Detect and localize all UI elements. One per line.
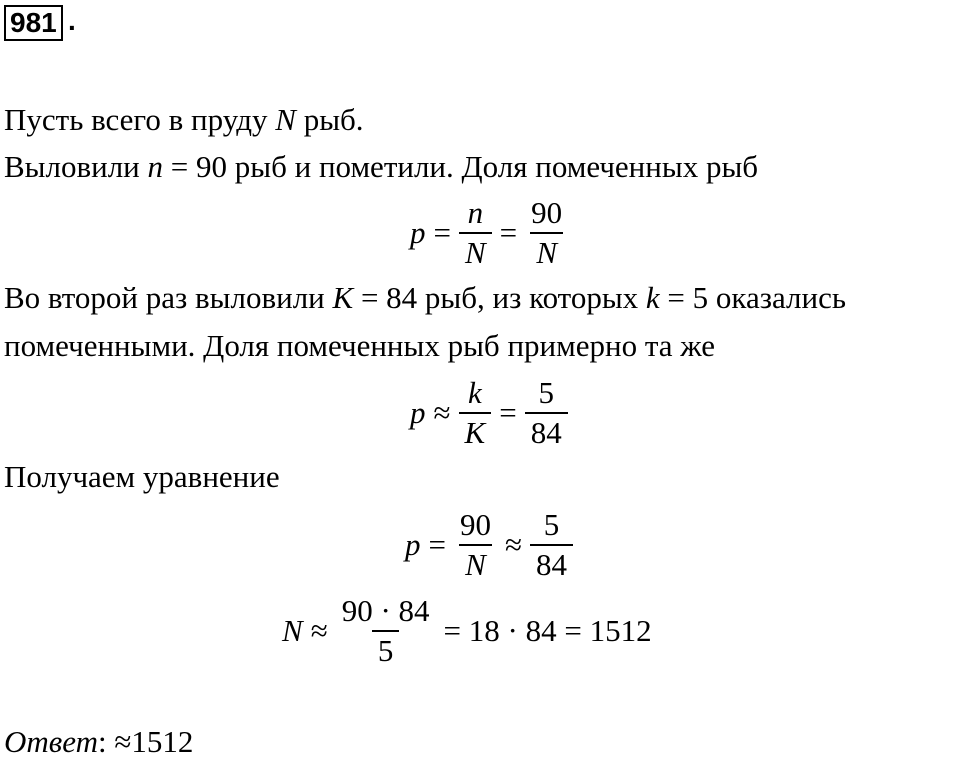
text-segment: = 90 рыб и пометили. Доля помеченных рыб bbox=[163, 149, 759, 184]
answer-value: ≈1512 bbox=[106, 724, 194, 759]
fraction-numerator: 90 bbox=[531, 195, 563, 230]
text-line-1 bbox=[4, 102, 364, 138]
fraction bbox=[525, 374, 568, 452]
fraction-denominator: K bbox=[459, 412, 492, 452]
fraction bbox=[459, 194, 492, 272]
answer-colon: : bbox=[97, 724, 107, 759]
text-segment: Во второй раз выловили bbox=[4, 280, 333, 315]
text-line-4: помеченными. Доля помеченных рыб примерно та же bbox=[4, 328, 716, 363]
formula-lhs: N bbox=[282, 613, 303, 648]
variable-K: K bbox=[332, 280, 354, 315]
variable-n: n bbox=[147, 149, 164, 184]
fraction bbox=[530, 506, 573, 584]
fraction-numerator: 90 · 84 bbox=[341, 593, 430, 628]
variable-k: k bbox=[645, 280, 660, 315]
text-segment: Выловили bbox=[4, 149, 148, 184]
text-line-3 bbox=[4, 280, 846, 316]
fraction-denominator: N bbox=[459, 232, 492, 272]
formula-operator: ≈ bbox=[310, 613, 328, 648]
answer-label: Ответ bbox=[4, 724, 98, 759]
formula-3 bbox=[405, 506, 573, 584]
fraction-numerator: 5 bbox=[538, 375, 554, 410]
formula-operator: = bbox=[433, 215, 451, 250]
fraction bbox=[525, 194, 568, 272]
formula-operator: ≈ bbox=[504, 527, 522, 562]
formula-lhs: p bbox=[405, 527, 421, 562]
fraction-numerator: 90 bbox=[459, 507, 491, 542]
text-segment: = 5 оказались bbox=[659, 280, 846, 315]
formula-1 bbox=[410, 194, 568, 272]
fraction bbox=[454, 506, 497, 584]
formula-operator: = bbox=[428, 527, 446, 562]
formula-4 bbox=[282, 592, 652, 670]
formula-operator: = bbox=[499, 215, 518, 250]
fraction-denominator: N bbox=[459, 544, 492, 584]
fraction bbox=[336, 592, 436, 670]
text-segment: Пусть всего в пруду bbox=[4, 102, 276, 137]
variable-N: N bbox=[275, 102, 296, 137]
text-segment: = 84 рыб, из которых bbox=[353, 280, 646, 315]
fraction bbox=[459, 374, 492, 452]
fraction-numerator: 5 bbox=[543, 507, 560, 542]
fraction-denominator: 84 bbox=[525, 412, 568, 452]
problem-number-dot: . bbox=[68, 5, 76, 36]
formula-2 bbox=[410, 374, 568, 452]
fraction-numerator: k bbox=[467, 375, 482, 410]
text-line-5: Получаем уравнение bbox=[4, 459, 280, 494]
fraction-denominator: N bbox=[530, 232, 563, 272]
formula-lhs: p bbox=[410, 215, 426, 250]
formula-operator: = bbox=[499, 395, 517, 430]
formula-result: = 18 · 84 = 1512 bbox=[443, 613, 652, 648]
fraction-numerator: n bbox=[467, 195, 484, 230]
fraction-denominator: 5 bbox=[372, 630, 400, 670]
text-segment: рыб. bbox=[295, 102, 364, 137]
fraction-denominator: 84 bbox=[530, 544, 573, 584]
formula-lhs: p bbox=[410, 395, 426, 430]
formula-operator: ≈ bbox=[433, 395, 451, 430]
text-line-2 bbox=[4, 149, 758, 185]
problem-number: 981 bbox=[4, 5, 63, 41]
